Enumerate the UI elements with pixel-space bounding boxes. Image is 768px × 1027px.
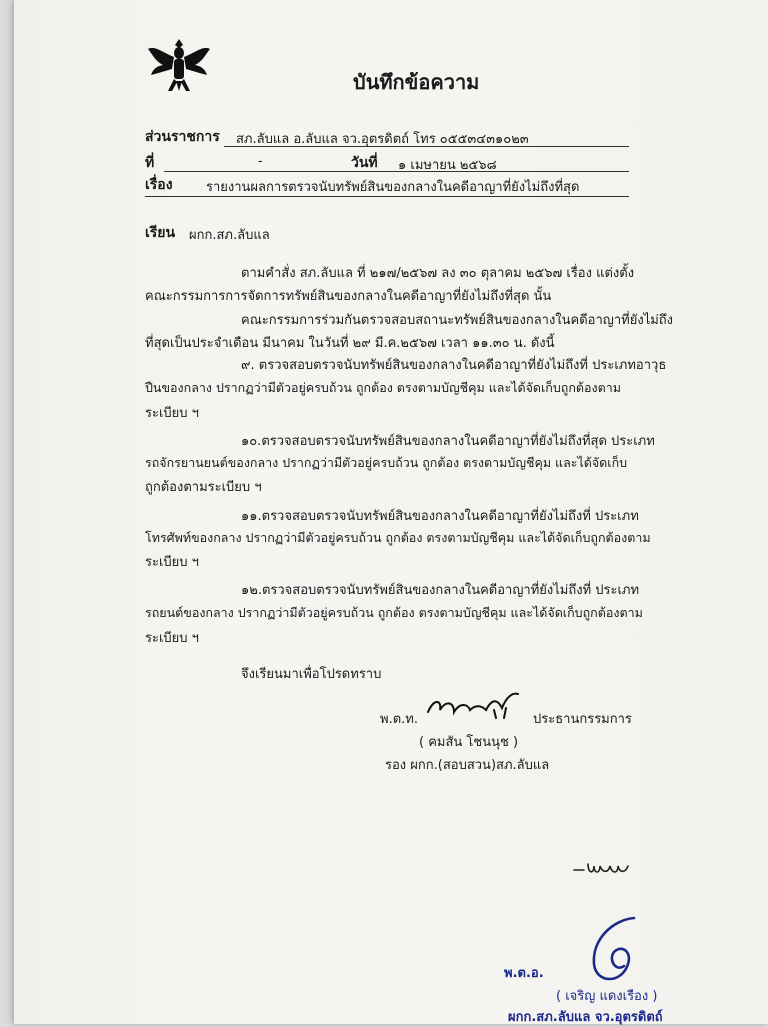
garuda-emblem-icon — [145, 35, 213, 95]
body-line: รถจักรยานยนต์ของกลาง ปรากฏว่ามีตัวอยู่ครบถ้วน ถูกต้อง ตรงตามบัญชีคุม และได้จัดเก็บ — [145, 455, 628, 470]
body-line: ระเบียบ ฯ — [145, 555, 199, 570]
document-title: บันทึกข้อความ — [353, 70, 480, 94]
ref-label: ที่ — [145, 155, 155, 171]
subject-value: รายงานผลการตรวจนับทรัพย์สินของกลางในคดีอาญาที่ยังไม่ถึงที่สุด — [206, 180, 580, 195]
subject-label: เรื่อง — [145, 177, 173, 193]
ref-rule — [164, 171, 629, 172]
body-line: คณะกรรมการการจัดการทรัพย์สินของกลางในคดีอาญาที่ยังไม่ถึงที่สุด นั้น — [145, 289, 552, 304]
closing-line: จึงเรียนมาเพื่อโปรดทราบ — [241, 667, 382, 682]
body-line: ตามคำสั่ง สภ.ลับแล ที่ ๒๑๗/๒๕๖๗ ลง ๓๐ ตุลาคม ๒๕๖๗ เรื่อง แต่งตั้ง — [241, 266, 635, 281]
body-line: โทรศัพท์ของกลาง ปรากฏว่ามีตัวอยู่ครบถ้วน ถูกต้อง ตรงตามบัญชีคุม และได้จัดเก็บถูกต้องตาม — [145, 530, 651, 545]
body-line: รถยนต์ของกลาง ปรากฏว่ามีตัวอยู่ครบถ้วน ถูกต้อง ตรงตามบัญชีคุม และได้จัดเก็บถูกต้องตาม — [145, 605, 643, 620]
dept-rule — [224, 146, 629, 147]
body-line: ปืนของกลาง ปรากฏว่ามีตัวอยู่ครบถ้วน ถูกต้อง ตรงตามบัญชีคุม และได้จัดเก็บถูกต้องตาม — [145, 380, 622, 395]
dept-label: ส่วนราชการ — [145, 129, 220, 145]
ref-value: - — [258, 154, 263, 169]
signer2-position: ผกก.สภ.ลับแล จว.อุตรดิตถ์ — [508, 1010, 663, 1025]
subject-rule — [145, 196, 629, 197]
date-value: ๑ เมษายน ๒๕๖๘ — [398, 158, 497, 173]
memo-page — [14, 0, 768, 1024]
body-line: ระเบียบ ฯ — [145, 406, 199, 421]
signer1-rank: พ.ต.ท. — [380, 712, 418, 727]
dept-value: สภ.ลับแล อ.ลับแล จว.อุตรดิตถ์ โทร ๐๕๕๓๔๓๑๐๒๓ — [236, 132, 529, 147]
salutation-label: เรียน — [145, 225, 176, 241]
body-line: ๑๒.ตรวจสอบตรวจนับทรัพย์สินของกลางในคดีอาญาที่ยังไม่ถึงที่ ประเภท — [241, 583, 640, 598]
signer2-name: ( เจริญ แดงเรือง ) — [556, 989, 658, 1004]
handwritten-ack-icon — [572, 858, 632, 878]
body-line: ๑๑.ตรวจสอบตรวจนับทรัพย์สินของกลางในคดีอาญาที่ยังไม่ถึงที่ ประเภท — [241, 509, 639, 524]
signer2-rank: พ.ต.อ. — [504, 966, 544, 981]
date-label: วันที่ — [351, 155, 378, 171]
body-line: ระเบียบ ฯ — [145, 631, 199, 646]
body-line: คณะกรรมการร่วมกันตรวจสอบสถานะทรัพย์สินของกลางในคดีอาญาที่ยังไม่ถึง — [241, 313, 674, 328]
signature2-scribble-icon — [572, 912, 652, 988]
salutation-value: ผกก.สภ.ลับแล — [189, 228, 270, 243]
signer1-position: รอง ผกก.(สอบสวน)สภ.ลับแล — [385, 758, 550, 773]
signer1-name: ( คมสัน โชนนุช ) — [419, 735, 519, 750]
body-line: ถูกต้องตามระเบียบ ฯ — [145, 480, 262, 495]
signature1-scribble-icon — [424, 688, 524, 722]
body-line: ๙. ตรวจสอบตรวจนับทรัพย์สินของกลางในคดีอาญาที่ยังไม่ถึงที่ ประเภทอาวุธ — [241, 358, 667, 373]
body-line: ๑๐.ตรวจสอบตรวจนับทรัพย์สินของกลางในคดีอาญาที่ยังไม่ถึงที่สุด ประเภท — [241, 434, 655, 449]
signer1-role: ประธานกรรมการ — [533, 712, 632, 727]
body-line: ที่สุดเป็นประจำเดือน มีนาคม ในวันที่ ๒๙ มี.ค.๒๕๖๗ เวลา ๑๑.๓๐ น. ดังนี้ — [145, 336, 555, 351]
